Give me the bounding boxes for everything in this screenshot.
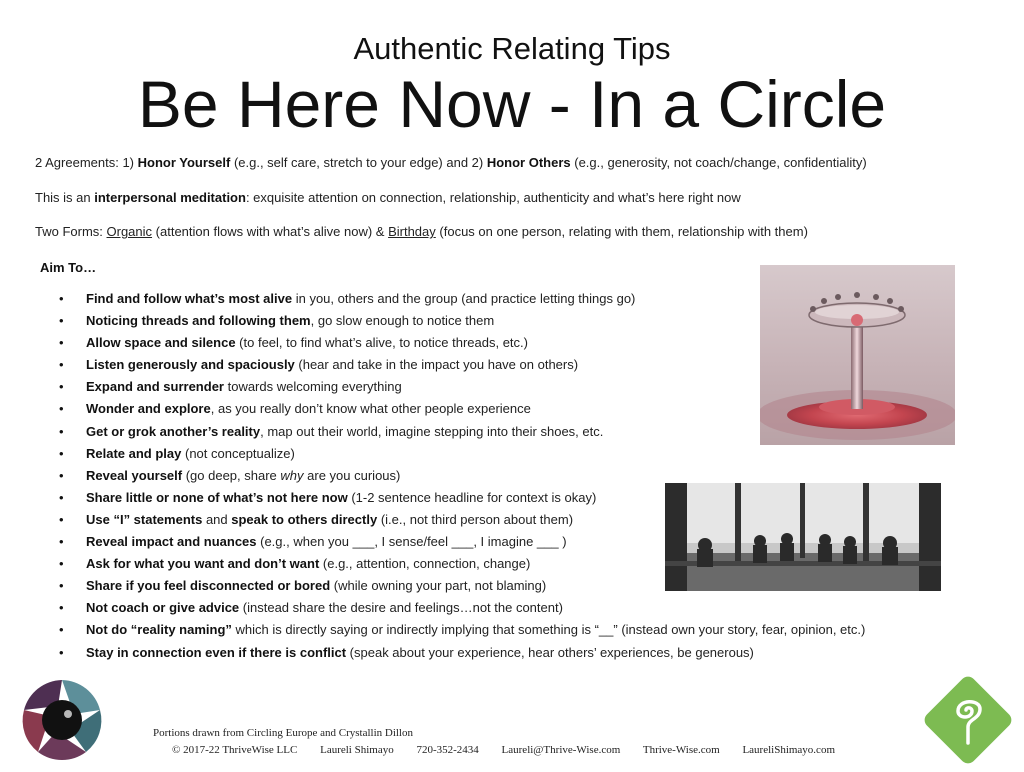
email-link[interactable]: Laureli@Thrive-Wise.com (501, 744, 621, 756)
aim-heading: Aim To… (40, 260, 97, 275)
tip-bold: Use “I” statements (86, 511, 203, 527)
forms-organic: Organic (106, 224, 153, 239)
tip-text: , go slow enough to notice them (310, 313, 495, 329)
tip-bold: Relate and play (86, 445, 182, 461)
phone-number: 720-352-2434 (416, 744, 479, 756)
tip-text: (not conceptualize) (181, 445, 295, 461)
tip-bold: Get or grok another’s reality (86, 423, 261, 439)
spiral-logo-icon (920, 675, 1018, 767)
tip-text: towards welcoming everything (223, 379, 402, 395)
tip-text: , map out their world, imagine stepping into their shoes, etc. (260, 423, 604, 439)
tip-text: which is directly saying or indirectly implying that something is “__” (instead own your story, fear, opinion, etc.) (231, 622, 866, 638)
tip-text-2: are you curious) (303, 467, 401, 483)
water-drop-photo (760, 265, 955, 445)
tip-text: (instead share the desire and feelings…not the content) (239, 600, 563, 616)
agreements-text-3: (e.g., generosity, not coach/change, confidentiality) (570, 155, 867, 170)
water-drop-image (760, 265, 955, 445)
tip-text: in you, others and the group (and practice letting things go) (292, 291, 636, 306)
footer-contact (172, 744, 855, 756)
tip-text: , as you really don’t know what other people experience (210, 401, 531, 417)
tip-text: (e.g., attention, connection, change) (319, 556, 531, 572)
page-subtitle: Authentic Relating Tips (353, 31, 671, 66)
author-name: Laureli Shimayo (320, 744, 394, 756)
tip-bold: Reveal impact and nuances (86, 534, 257, 550)
circle-group-photo (665, 483, 941, 591)
page-title: Be Here Now - In a Circle (137, 67, 887, 141)
tip-text: (hear and take in the impact you have on others) (294, 357, 579, 373)
agreements-text-2: (e.g., self care, stretch to your edge) and 2) (230, 155, 487, 170)
agreements-line (35, 154, 867, 171)
tip-text-2: (i.e., not third person about them) (377, 511, 574, 527)
tip-bold-2: speak to others directly (231, 511, 378, 527)
tip-text: (speak about your experience, hear others’ experiences, be generous) (346, 644, 754, 660)
tip-bold: Wonder and explore (86, 401, 211, 417)
circle-group-image (665, 483, 941, 591)
list-item (55, 599, 955, 621)
tip-bold: Find and follow what’s most alive (86, 291, 293, 306)
forms-text-3: (focus on one person, relating with them, relationship with them) (435, 224, 808, 239)
credits-line: Portions drawn from Circling Europe and Crystallin Dillon (153, 727, 413, 739)
list-item (55, 621, 955, 643)
tip-bold: Not coach or give advice (86, 600, 240, 616)
website-link-thrivewise[interactable]: Thrive-Wise.com (642, 744, 720, 756)
tip-bold: Stay in connection even if there is conflict (86, 644, 347, 660)
tip-bold: Allow space and silence (86, 335, 236, 351)
tip-bold: Share little or none of what’s not here now (86, 489, 348, 505)
forms-text-1: Two Forms: (35, 224, 107, 239)
tip-bold: Not do “reality naming” (86, 622, 232, 638)
forms-line (35, 223, 808, 240)
tip-bold: Expand and surrender (86, 379, 224, 395)
copyright-text: © 2017-22 ThriveWise LLC (172, 744, 298, 756)
list-item (55, 644, 955, 666)
tip-emphasis: why (280, 467, 304, 483)
tip-text: (go deep, share (182, 467, 281, 483)
website-link-laureli[interactable]: LaureliShimayo.com (742, 744, 835, 756)
tip-text: (to feel, to find what’s alive, to notice threads, etc.) (235, 335, 528, 351)
tip-bold: Reveal yourself (86, 467, 183, 483)
agreements-bold-2: Honor Others (486, 155, 571, 170)
meditation-line (35, 189, 741, 206)
tip-bold: Noticing threads and following them (86, 313, 311, 329)
tip-text: (e.g., when you ___, I sense/feel ___, I imagine ___ ) (256, 534, 567, 550)
tip-bold: Share if you feel disconnected or bored (86, 578, 331, 594)
forms-birthday: Birthday (388, 224, 436, 239)
meditation-text-2: : exquisite attention on connection, relationship, authenticity and what’s here right now (245, 190, 741, 205)
tip-text: (while owning your part, not blaming) (330, 578, 547, 594)
tip-text: and (202, 511, 232, 527)
aperture-logo-icon (12, 672, 112, 767)
agreements-text-1: 2 Agreements: 1) (35, 155, 138, 170)
agreements-bold-1: Honor Yourself (137, 155, 231, 170)
tip-bold: Listen generously and spaciously (86, 357, 295, 373)
meditation-bold: interpersonal meditation (94, 190, 246, 205)
meditation-text-1: This is an (35, 190, 95, 205)
list-item (55, 445, 955, 467)
forms-text-2: (attention flows with what’s alive now) & (152, 224, 389, 239)
tip-text: (1-2 sentence headline for context is okay) (347, 489, 597, 505)
tip-bold: Ask for what you want and don’t want (86, 556, 320, 572)
